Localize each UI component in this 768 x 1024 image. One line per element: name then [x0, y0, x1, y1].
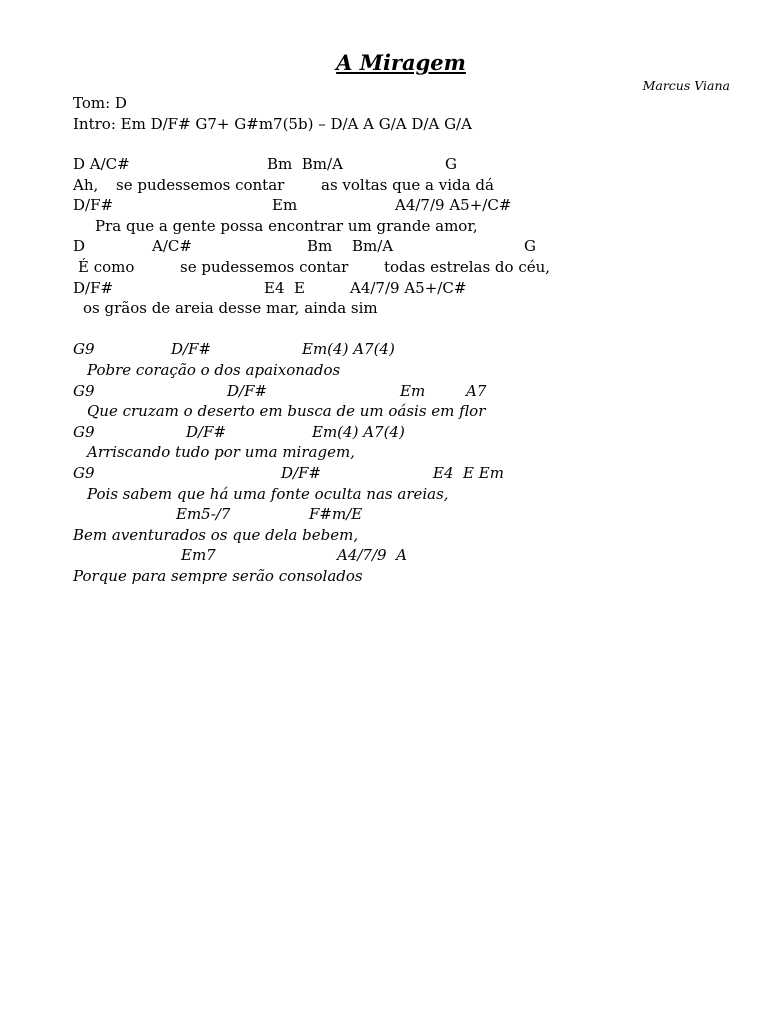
- key-line: Tom: D: [73, 94, 127, 112]
- song-title: A Miragem: [336, 50, 466, 75]
- lyric-text: Porque para sempre serão consolados: [73, 566, 363, 585]
- chord-token: A4/7/9 A5+/C#: [395, 196, 512, 215]
- lyric-text: Pra que a gente possa encontrar um grande amor,: [95, 216, 478, 235]
- chord-token: Em(4) A7(4): [302, 340, 395, 359]
- lyric-text: Ah,: [73, 175, 99, 194]
- lyric-text: os grãos de areia desse mar, ainda sim: [83, 299, 378, 318]
- chord-token: Em(4) A7(4): [312, 422, 405, 441]
- chord-token: G9: [73, 422, 95, 441]
- chord-token: G9: [73, 463, 95, 482]
- lyric-text: É como: [78, 257, 135, 276]
- chord-token: Em: [400, 381, 426, 400]
- lyric-text: Arriscando tudo por uma miragem,: [87, 443, 355, 462]
- chord-token: G: [524, 237, 536, 256]
- chord-token: G9: [73, 340, 95, 359]
- chord-token: F#m/E: [309, 505, 363, 524]
- chord-token: A4/7/9 A: [337, 546, 407, 565]
- chord-token: D/F#: [73, 278, 114, 297]
- chord-token: Bm/A: [352, 237, 394, 256]
- chord-token: G9: [73, 381, 95, 400]
- chord-token: G: [445, 155, 457, 173]
- chord-token: D: [73, 237, 86, 256]
- chord-token: D/F#: [186, 422, 227, 441]
- song-author: Marcus Viana: [642, 78, 730, 93]
- chord-token: D/F#: [171, 340, 212, 359]
- chord-token: A7: [466, 381, 487, 400]
- lyric-text: Bem aventurados os que dela bebem,: [73, 525, 359, 544]
- chord-token: E4 E: [264, 278, 305, 297]
- lyric-text: Pobre coração o dos apaixonados: [87, 360, 341, 379]
- chord-token: Bm: [307, 237, 333, 256]
- chord-token: Em5-/7: [176, 505, 231, 524]
- lyric-text: se pudessemos contar: [116, 175, 285, 194]
- chord-token: D/F#: [73, 196, 114, 215]
- chord-token: Em7: [181, 546, 216, 565]
- chord-token: D A/C#: [73, 155, 130, 173]
- lyric-text: Pois sabem que há uma fonte oculta nas areias,: [87, 484, 449, 503]
- intro-line: Intro: Em D/F# G7+ G#m7(5b) – D/A A G/A D/A G/A: [73, 115, 472, 133]
- chord-token: D/F#: [281, 463, 322, 482]
- chord-token: D/F#: [227, 381, 268, 400]
- chord-token: A/C#: [152, 237, 192, 256]
- lyric-text: se pudessemos contar: [180, 257, 349, 276]
- chord-token: A4/7/9 A5+/C#: [350, 278, 467, 297]
- chord-token: E4 E Em: [433, 463, 504, 482]
- lyric-text: as voltas que a vida dá: [321, 175, 494, 194]
- chord-token: Bm Bm/A: [267, 155, 343, 173]
- lyric-text: todas estrelas do céu,: [384, 257, 551, 276]
- lyric-text: Que cruzam o deserto em busca de um oásis em flor: [87, 402, 486, 421]
- chord-token: Em: [272, 196, 298, 215]
